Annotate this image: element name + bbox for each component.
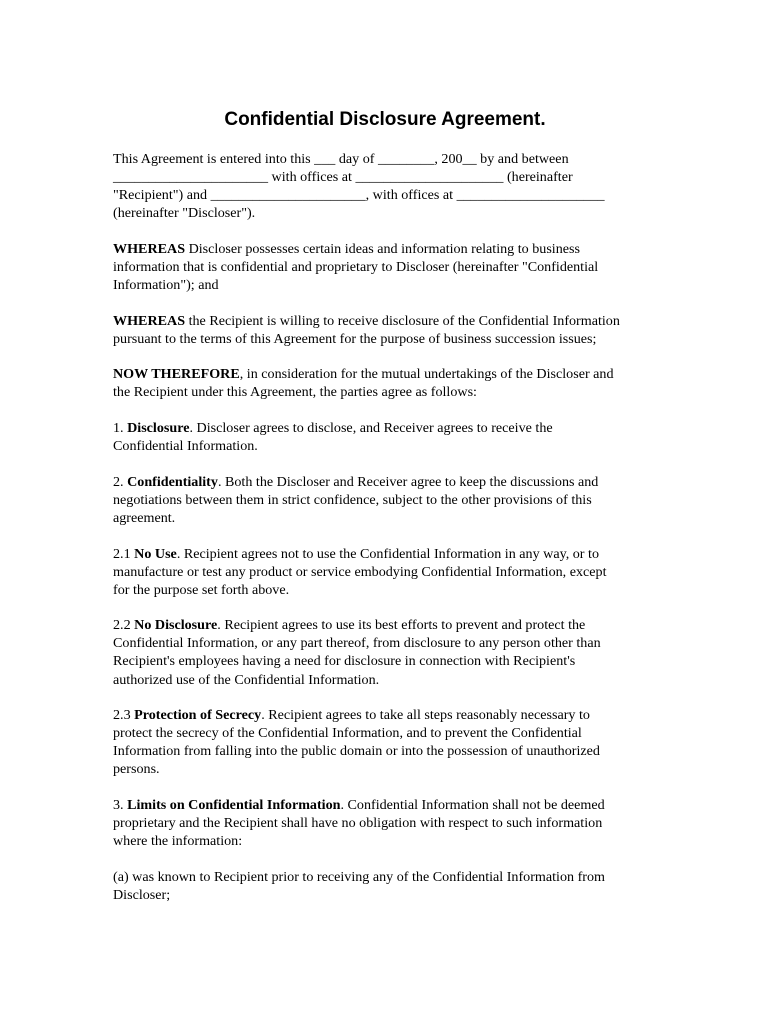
text-line: manufacture or test any product or service embodying Confidential Information, except (113, 563, 607, 580)
text-fragment: the Recipient is willing to receive disclosure of the Confidential Information (185, 312, 620, 329)
text-fragment: . Confidential Information shall not be deemed (340, 797, 605, 814)
text-line: negotiations between them in strict confidence, subject to the other provisions of this (113, 491, 592, 508)
section-heading: Protection of Secrecy (134, 707, 262, 724)
section-number: 2.2 (113, 617, 135, 634)
section-heading: Disclosure (127, 420, 190, 437)
whereas-paragraph-1 (113, 240, 673, 294)
text-line: Confidential Information. (113, 438, 258, 455)
whereas-paragraph-2 (113, 312, 673, 348)
section-3-a (113, 868, 673, 904)
section-heading: No Use (134, 545, 177, 562)
section-number: 3. (113, 797, 128, 814)
now-therefore-heading: NOW THEREFORE (113, 366, 240, 383)
text-line: Discloser; (113, 886, 171, 903)
text-line: (hereinafter "Discloser"). (113, 205, 256, 222)
text-line: agreement. (113, 509, 176, 526)
intro-paragraph (113, 150, 673, 222)
text-fragment: . Recipient agrees to use its best efforts to prevent and protect the (217, 617, 586, 634)
text-line: authorized use of the Confidential Information. (113, 671, 380, 688)
text-line: Confidential Information, or any part thereof, from disclosure to any person other than (113, 635, 601, 652)
text-line (113, 312, 673, 330)
text-line (113, 365, 673, 383)
text-line (113, 616, 673, 634)
text-line (113, 706, 673, 724)
text-line: Information from falling into the public domain or into the possession of unauthorized (113, 743, 600, 760)
section-number: 2.3 (113, 707, 135, 724)
text-fragment: , in consideration for the mutual undertakings of the Discloser and (239, 366, 614, 383)
text-line: Recipient's employees having a need for disclosure in connection with Recipient's (113, 653, 576, 670)
text-fragment: . Both the Discloser and Receiver agree to keep the discussions and (217, 473, 599, 490)
text-line: protect the secrecy of the Confidential Information, and to prevent the Confidential (113, 725, 582, 742)
text-line: pursuant to the terms of this Agreement for the purpose of business succession issues; (113, 330, 597, 347)
section-heading: Limits on Confidential Information (127, 797, 341, 814)
section-3-limits (113, 796, 673, 850)
text-line: ______________________ with offices at _____________________ (hereinafter (113, 169, 573, 186)
text-line: "Recipient") and ______________________, with offices at _____________________ (113, 187, 605, 204)
document-body (113, 150, 673, 922)
text-line: (a) was known to Recipient prior to receiving any of the Confidential Information from (113, 868, 605, 885)
section-2-confidentiality (113, 473, 673, 527)
section-number: 1. (113, 420, 128, 437)
text-line: information that is confidential and proprietary to Discloser (hereinafter "Confidential (113, 258, 599, 275)
section-2-2-no-disclosure (113, 616, 673, 688)
section-1-disclosure (113, 419, 673, 455)
section-2-1-no-use (113, 545, 673, 599)
text-line: persons. (113, 761, 160, 778)
text-line (113, 473, 673, 491)
text-line (113, 240, 673, 258)
now-therefore-paragraph (113, 365, 673, 401)
text-line: for the purpose set forth above. (113, 581, 290, 598)
text-line (113, 419, 673, 437)
text-line (113, 796, 673, 814)
text-line: where the information: (113, 833, 243, 850)
section-2-3-protection-of-secrecy (113, 706, 673, 778)
text-fragment: . Recipient agrees to take all steps reasonably necessary to (261, 707, 590, 724)
text-line: proprietary and the Recipient shall have no obligation with respect to such information (113, 815, 603, 832)
text-line: Information"); and (113, 277, 219, 294)
text-line (113, 545, 673, 563)
document-title: Confidential Disclosure Agreement. (224, 109, 546, 130)
section-heading: Confidentiality (127, 473, 218, 490)
text-line: This Agreement is entered into this ___ day of ________, 200__ by and between (113, 151, 569, 167)
section-number: 2. (113, 473, 128, 490)
section-heading: No Disclosure (134, 617, 218, 634)
text-fragment: Discloser possesses certain ideas and information relating to business (185, 240, 580, 257)
text-fragment: . Recipient agrees not to use the Confidential Information in any way, or to (176, 545, 599, 562)
whereas-heading: WHEREAS (113, 240, 186, 257)
text-line: the Recipient under this Agreement, the parties agree as follows: (113, 384, 477, 401)
whereas-heading: WHEREAS (113, 312, 186, 329)
section-number: 2.1 (113, 545, 135, 562)
text-fragment: . Discloser agrees to disclose, and Receiver agrees to receive the (189, 420, 553, 437)
